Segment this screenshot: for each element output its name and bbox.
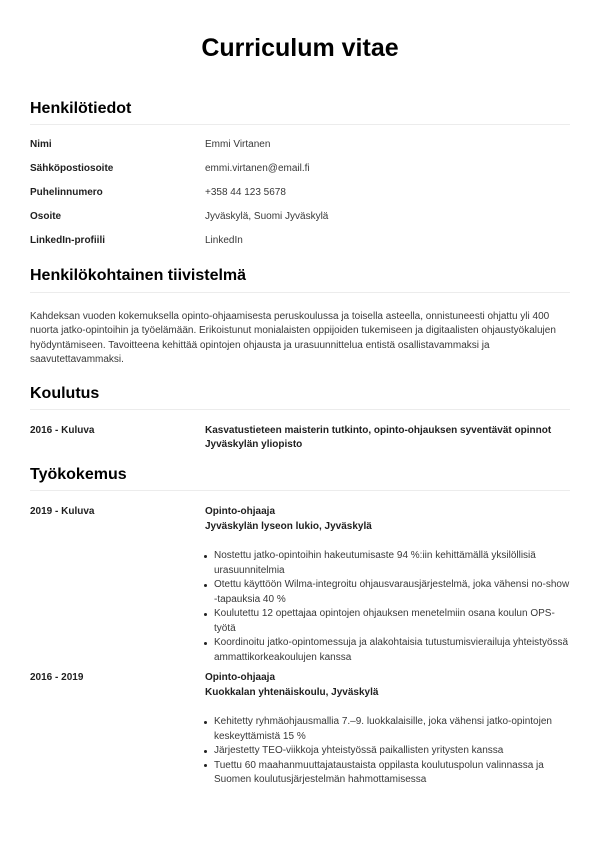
section-experience bbox=[30, 465, 570, 788]
experience-entry-2 bbox=[30, 671, 570, 788]
education-degree: Kasvatustieteen maisterin tutkinto, opinto-ohjauksen syventävät opinnot bbox=[205, 424, 552, 436]
experience-1-organization: Jyväskylän lyseon lukio, Jyväskylä bbox=[205, 520, 372, 532]
education-entry bbox=[30, 424, 570, 453]
section-heading-education: Koulutus bbox=[30, 384, 570, 410]
field-label-phone: Puhelinnumero bbox=[30, 186, 103, 198]
field-row-phone bbox=[30, 186, 570, 201]
field-label-linkedin: LinkedIn-profiili bbox=[30, 234, 105, 246]
field-label-name: Nimi bbox=[30, 138, 52, 150]
linkedin-link[interactable]: LinkedIn bbox=[205, 234, 243, 246]
bullet-item: Koordinoitu jatko-opintomessuja ja alakohtaisia tutustumisvierailuja yhteistyössä ammattikorkeakoulujen kanssa bbox=[205, 636, 570, 665]
field-row-linkedin bbox=[30, 234, 570, 249]
field-row-email bbox=[30, 162, 570, 177]
bullet-item: Järjestetty TEO-viikkoja yhteistyössä paikallisten yritysten kanssa bbox=[205, 744, 570, 759]
bullet-item: Otettu käyttöön Wilma-integroitu ohjausvarausjärjestelmä, joka vähensi no-show -tapauksia 40 % bbox=[205, 578, 570, 607]
experience-1-period: 2019 - Kuluva bbox=[30, 506, 95, 517]
field-label-address: Osoite bbox=[30, 210, 62, 222]
bullet-item: Kehitetty ryhmäohjausmallia 7.–9. luokkalaisille, joka vähensi jatko-opintojen keskeyttämistä 15 % bbox=[205, 715, 570, 744]
field-value-name: Emmi Virtanen bbox=[205, 138, 271, 150]
section-heading-experience: Työkokemus bbox=[30, 465, 570, 491]
bullet-item: Koulutettu 12 opettajaa opintojen ohjauksen menetelmiin osana koulun OPS-työtä bbox=[205, 607, 570, 636]
page-title: Curriculum vitae bbox=[201, 34, 399, 62]
field-value-address: Jyväskylä, Suomi Jyväskylä bbox=[205, 210, 329, 222]
education-entry-body bbox=[205, 424, 570, 453]
section-summary bbox=[30, 266, 570, 367]
field-row-name bbox=[30, 138, 570, 153]
summary-paragraph: Kahdeksan vuoden kokemuksella opinto-ohjaamisesta peruskoulussa ja toisella asteella, onnistuneesti ohjattu yli 400 nuorta jatko-opintoihin ja työelämään. Erikoistunut monialaisten oppijoiden tukemiseen ja digitaalisten ohjaustyökalujen hyödyntämiseen. Tavoitteena kehittää opintojen ohjausta ja urasuunnittelua entistä osallistavammaksi ja saavutettavammaksi. bbox=[30, 310, 556, 366]
field-value-phone: +358 44 123 5678 bbox=[205, 186, 286, 198]
experience-2-bullets bbox=[205, 715, 570, 788]
field-label-email: Sähköpostiosoite bbox=[30, 162, 114, 174]
experience-2-period: 2016 - 2019 bbox=[30, 672, 84, 683]
education-period: 2016 - Kuluva bbox=[30, 424, 95, 436]
field-row-address bbox=[30, 210, 570, 225]
experience-2-role: Opinto-ohjaaja bbox=[205, 672, 275, 683]
education-institution: Jyväskylän yliopisto bbox=[205, 439, 303, 451]
experience-entry-1 bbox=[30, 505, 570, 665]
bullet-item: Tuettu 60 maahanmuuttajataustaista oppilasta koulutuspolun valinnassa ja Suomen koulutusjärjestelmän hahmottamisessa bbox=[205, 759, 570, 788]
experience-2-organization: Kuokkalan yhtenäiskoulu, Jyväskylä bbox=[205, 686, 379, 698]
field-value-email: emmi.virtanen@email.fi bbox=[205, 162, 310, 174]
section-heading-personal: Henkilötiedot bbox=[30, 99, 570, 125]
personal-fields bbox=[30, 138, 570, 249]
experience-1-bullets bbox=[205, 549, 570, 665]
section-heading-summary: Henkilökohtainen tiivistelmä bbox=[30, 266, 570, 292]
experience-1-body bbox=[205, 505, 570, 665]
section-personal bbox=[30, 99, 570, 249]
section-education bbox=[30, 384, 570, 453]
experience-2-body bbox=[205, 671, 570, 788]
bullet-item: Nostettu jatko-opintoihin hakeutumisaste 94 %:iin kehittämällä yksilöllisiä urasuunnitelmia bbox=[205, 549, 570, 578]
experience-1-role: Opinto-ohjaaja bbox=[205, 506, 275, 517]
